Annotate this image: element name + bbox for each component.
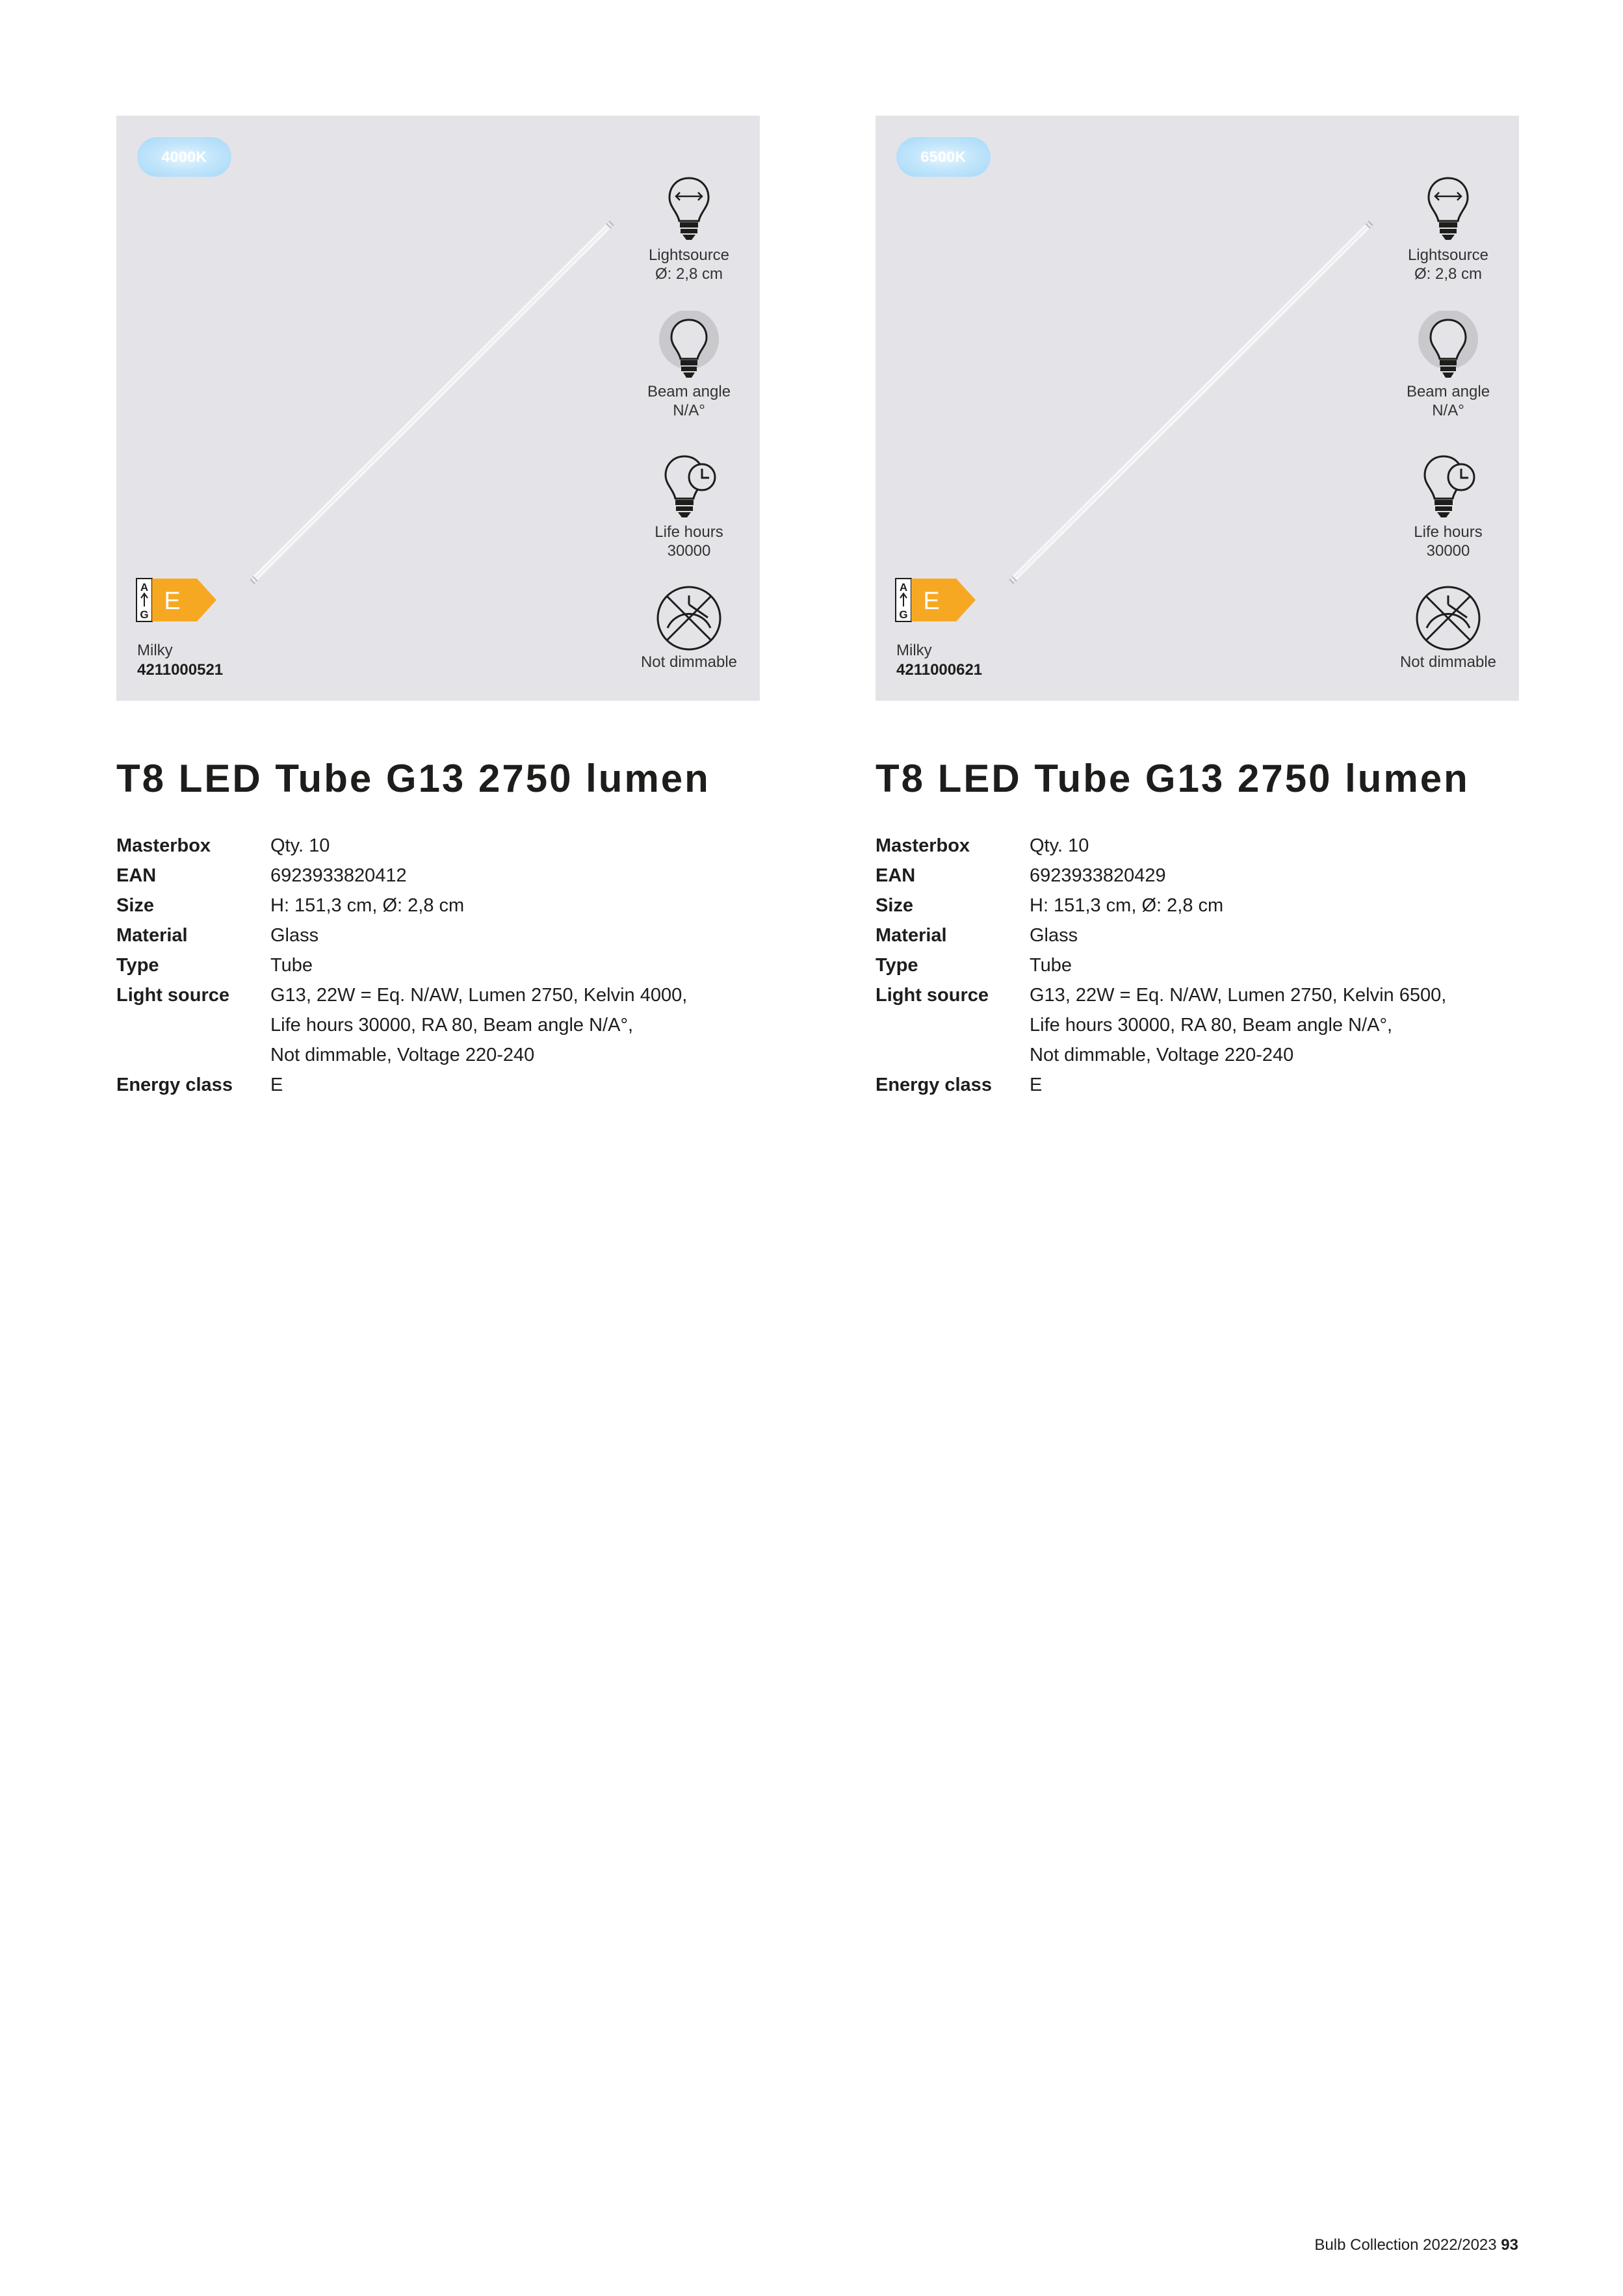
spec-row [876,1070,1519,1100]
page-footer [1314,2236,1518,2254]
spec-row [116,831,760,861]
beam-angle-label: Beam angle [647,383,731,400]
energy-class-letter: E [164,588,181,615]
spec-row [116,980,760,1070]
spec-label: Energy class [116,1075,233,1095]
life-hours-icon [656,451,721,523]
page-number: 93 [1501,2236,1518,2254]
product-card [876,116,1519,1100]
color-temperature-badge: 4000K [137,137,231,177]
beam-angle-icon [656,311,721,382]
beam-angle-icon [1416,311,1481,382]
spec-row [876,950,1519,980]
spec-value: 6923933820429 [1030,865,1166,886]
spec-row [876,891,1519,920]
spec-row [876,980,1519,1070]
energy-label-badge [136,578,217,623]
spec-row [116,920,760,950]
spec-row [116,950,760,980]
energy-scale-bottom: G [899,608,908,621]
feature-dimmable [1377,584,1520,672]
spec-row [116,861,760,891]
spec-label: Type [876,955,918,976]
spec-value: E [1030,1075,1043,1095]
spec-value: H: 151,3 cm, Ø: 2,8 cm [270,895,465,916]
lightsource-value: Ø: 2,8 cm [655,265,723,283]
life-hours-icon [1416,451,1481,523]
energy-scale-top: A [899,581,908,594]
lightsource-label: Lightsource [1407,246,1489,264]
spec-table [876,831,1519,1100]
spec-value: 6923933820412 [270,865,407,886]
spec-label: Material [876,925,947,946]
life-hours-value: 30000 [667,542,711,560]
spec-value: E [270,1075,283,1095]
not-dimmable-icon [655,584,723,653]
feature-life-hours [617,451,760,560]
spec-value: Qty. 10 [1030,835,1089,856]
feature-lightsource [617,174,760,283]
beam-angle-value: N/A° [673,402,705,419]
spec-label: Size [116,895,155,916]
spec-value: Glass [270,925,319,946]
spec-label: Masterbox [876,835,970,856]
not-dimmable-icon [1414,584,1483,653]
spec-label: Energy class [876,1075,992,1095]
product-title: T8 LED Tube G13 2750 lumen [116,757,710,800]
spec-label: Size [876,895,914,916]
feature-beam-angle [617,311,760,420]
feature-dimmable [617,584,760,672]
spec-row [116,891,760,920]
spec-value: Tube [1030,955,1072,976]
spec-value: Glass [1030,925,1078,946]
spec-label: Light source [876,985,989,1006]
life-hours-label: Life hours [1414,523,1483,541]
life-hours-value: 30000 [1426,542,1470,560]
feature-beam-angle [1377,311,1520,420]
life-hours-label: Life hours [655,523,723,541]
feature-lightsource [1377,174,1520,283]
lightsource-diameter-icon [664,174,714,246]
lightsource-value: Ø: 2,8 cm [1414,265,1483,283]
finish-label: Milky [896,642,932,659]
energy-scale-bottom: G [140,608,149,621]
product-code: 4211000621 [896,661,983,679]
spec-row [876,861,1519,891]
product-card [116,116,760,1100]
finish-label: Milky [137,642,173,659]
spec-row [876,831,1519,861]
spec-label: Material [116,925,188,946]
energy-scale-top: A [140,581,149,594]
energy-label-badge [895,578,976,623]
spec-table [116,831,760,1100]
spec-row [876,920,1519,950]
product-image-panel [876,116,1519,701]
spec-value: H: 151,3 cm, Ø: 2,8 cm [1030,895,1224,916]
beam-angle-value: N/A° [1432,402,1464,419]
spec-value: G13, 22W = Eq. N/AW, Lumen 2750, Kelvin 6500, Life hours 30000, RA 80, Beam angle N/A°, Not dimmable, Voltage 220-240 [1030,985,1447,1065]
lightsource-diameter-icon [1423,174,1473,246]
spec-label: Light source [116,985,230,1006]
product-title: T8 LED Tube G13 2750 lumen [876,757,1470,800]
spec-row [116,1070,760,1100]
product-image-panel [116,116,760,701]
spec-value: Qty. 10 [270,835,330,856]
spec-value: G13, 22W = Eq. N/AW, Lumen 2750, Kelvin 4000, Life hours 30000, RA 80, Beam angle N/A°, Not dimmable, Voltage 220-240 [270,985,688,1065]
product-code: 4211000521 [137,661,224,679]
spec-label: EAN [116,865,157,886]
spec-label: EAN [876,865,916,886]
color-temperature-badge: 6500K [896,137,991,177]
spec-value: Tube [270,955,313,976]
lightsource-label: Lightsource [648,246,730,264]
energy-class-letter: E [923,588,940,615]
dimmable-label: Not dimmable [1399,653,1497,671]
spec-label: Masterbox [116,835,211,856]
beam-angle-label: Beam angle [1406,383,1490,400]
feature-life-hours [1377,451,1520,560]
catalog-name: Bulb Collection 2022/2023 [1314,2236,1497,2254]
dimmable-label: Not dimmable [640,653,738,671]
spec-label: Type [116,955,159,976]
